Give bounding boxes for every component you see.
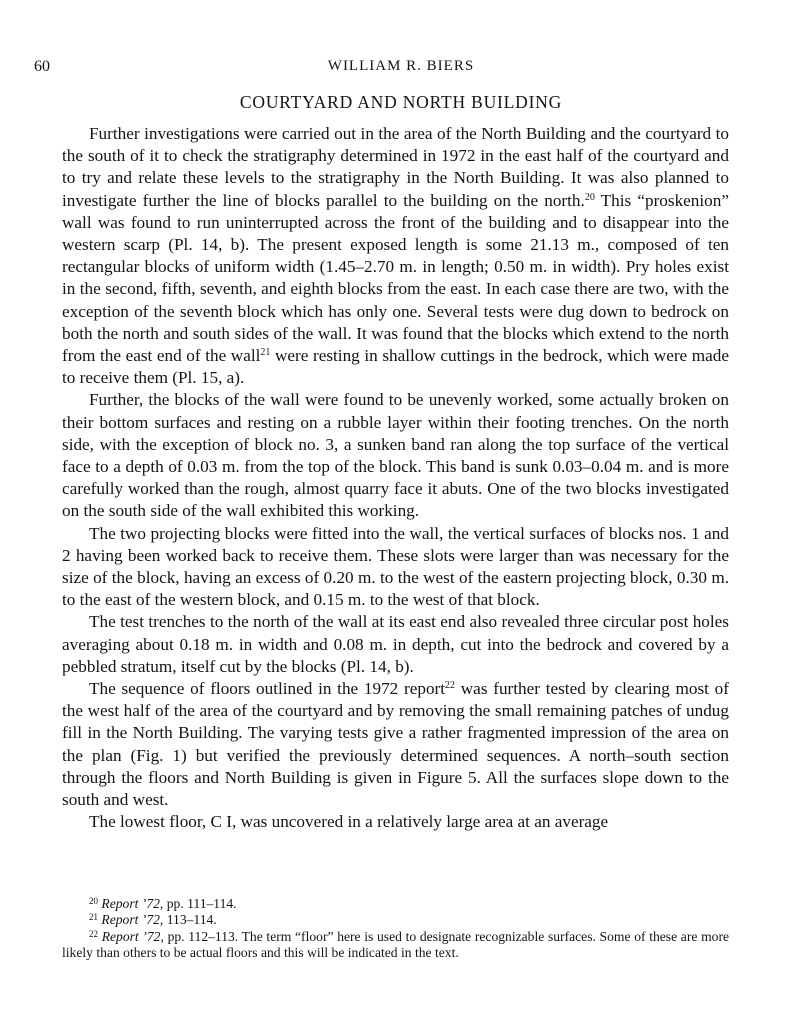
paragraph-5: The sequence of floors outlined in the 1972 report$^{22}$ was further tested by clearing most of the west half of the area of the courtyard and by removing the small remaining patches of undug fill in the North Building. The varying tests give a rather fragmented impression of the area on the plan (Fig. 1) but verified the previously determined sequences. A north–south section through the floors and North Building is given in Figure 5. All the surfaces slope down to the south and west. [62,679,729,810]
paragraph-6: The lowest floor, C I, was uncovered in a relatively large area at an average [89,812,609,832]
footnote-ref-20: 20 [584,191,595,203]
footnote-ref-21: 21 [260,347,271,359]
paragraph-1: Further investigations were carried out in the area of the North Building and the courtyard to the south of it to check the stratigraphy determined in 1972 in the east half of the courtyard and to try and relate these levels to the stratigraphy in the North Building. It was also planned to investigate further the line of blocks parallel to the building on the north.$^{20}$ This “proskenion” wall was found to run uninterrupted across the front of the building and to disappear into the western scarp (Pl. 14, b). The present exposed length is some 21.13 m., composed of ten rectangular blocks of uniform width (1.45–2.70 m. in length; 0.50 m. in width). Pry holes exist in the second, fifth, seventh, and eighth blocks from the east. In each case there are two, with the exception of the seventh block which has only one. Several tests were dug down to bedrock on both the north and south sides of the wall. It was found that the blocks which extend to the north from the east end of the wall$^{21}$ were resting in shallow cuttings in the bedrock, which were made to receive them (Pl. 15, a). [62,124,729,388]
footnote-22: $^{22}$ Report ’72, pp. 112–113. The term “floor” here is used to designate recognizable surfaces. Some of these are more likely than others to be actual floors and this will be indicated in the text. [62,928,730,961]
body-text [62,123,729,834]
page-header [34,58,768,82]
section-title: COURTYARD AND NORTH BUILDING [239,92,563,112]
footnotes [62,896,729,962]
paragraph-3: The two projecting blocks were fitted into the wall, the vertical surfaces of blocks nos. 1 and 2 having been worked back to receive them. These slots were larger than was necessary for the size of the block, having an excess of 0.20 m. to the west of the eastern projecting block, 0.30 m. to the east of the western block, and 0.15 m. to the west of that block. [62,523,729,610]
paragraph-4: The test trenches to the north of the wall at its east end also revealed three circular post holes averaging about 0.18 m. in width and 0.08 m. in depth, cut into the bedrock and covered by a pebbled stratum, itself cut by the blocks (Pl. 14, b). [62,612,729,676]
page-number: 60 [34,58,50,75]
footnote-21: $^{21}$ Report ’72, 113–114. [89,912,217,928]
footnote-20: $^{20}$ Report ’72, pp. 111–114. [89,896,237,911]
paragraph-2: Further, the blocks of the wall were found to be unevenly worked, some actually broken on their bottom surfaces and resting on a rubble layer within their footing trenches. On the north side, with the exception of block no. 3, a sunken band ran along the top surface of the vertical face to a depth of 0.03 m. from the top of the block. This band is sunk 0.03–0.04 m. and is more carefully worked than the rough, almost quarry face it abuts. One of the two blocks investigated on the south side of the wall exhibited this working. [62,390,729,521]
footnote-ref-22: 22 [445,680,456,692]
running-head: WILLIAM R. BIERS [327,58,475,74]
